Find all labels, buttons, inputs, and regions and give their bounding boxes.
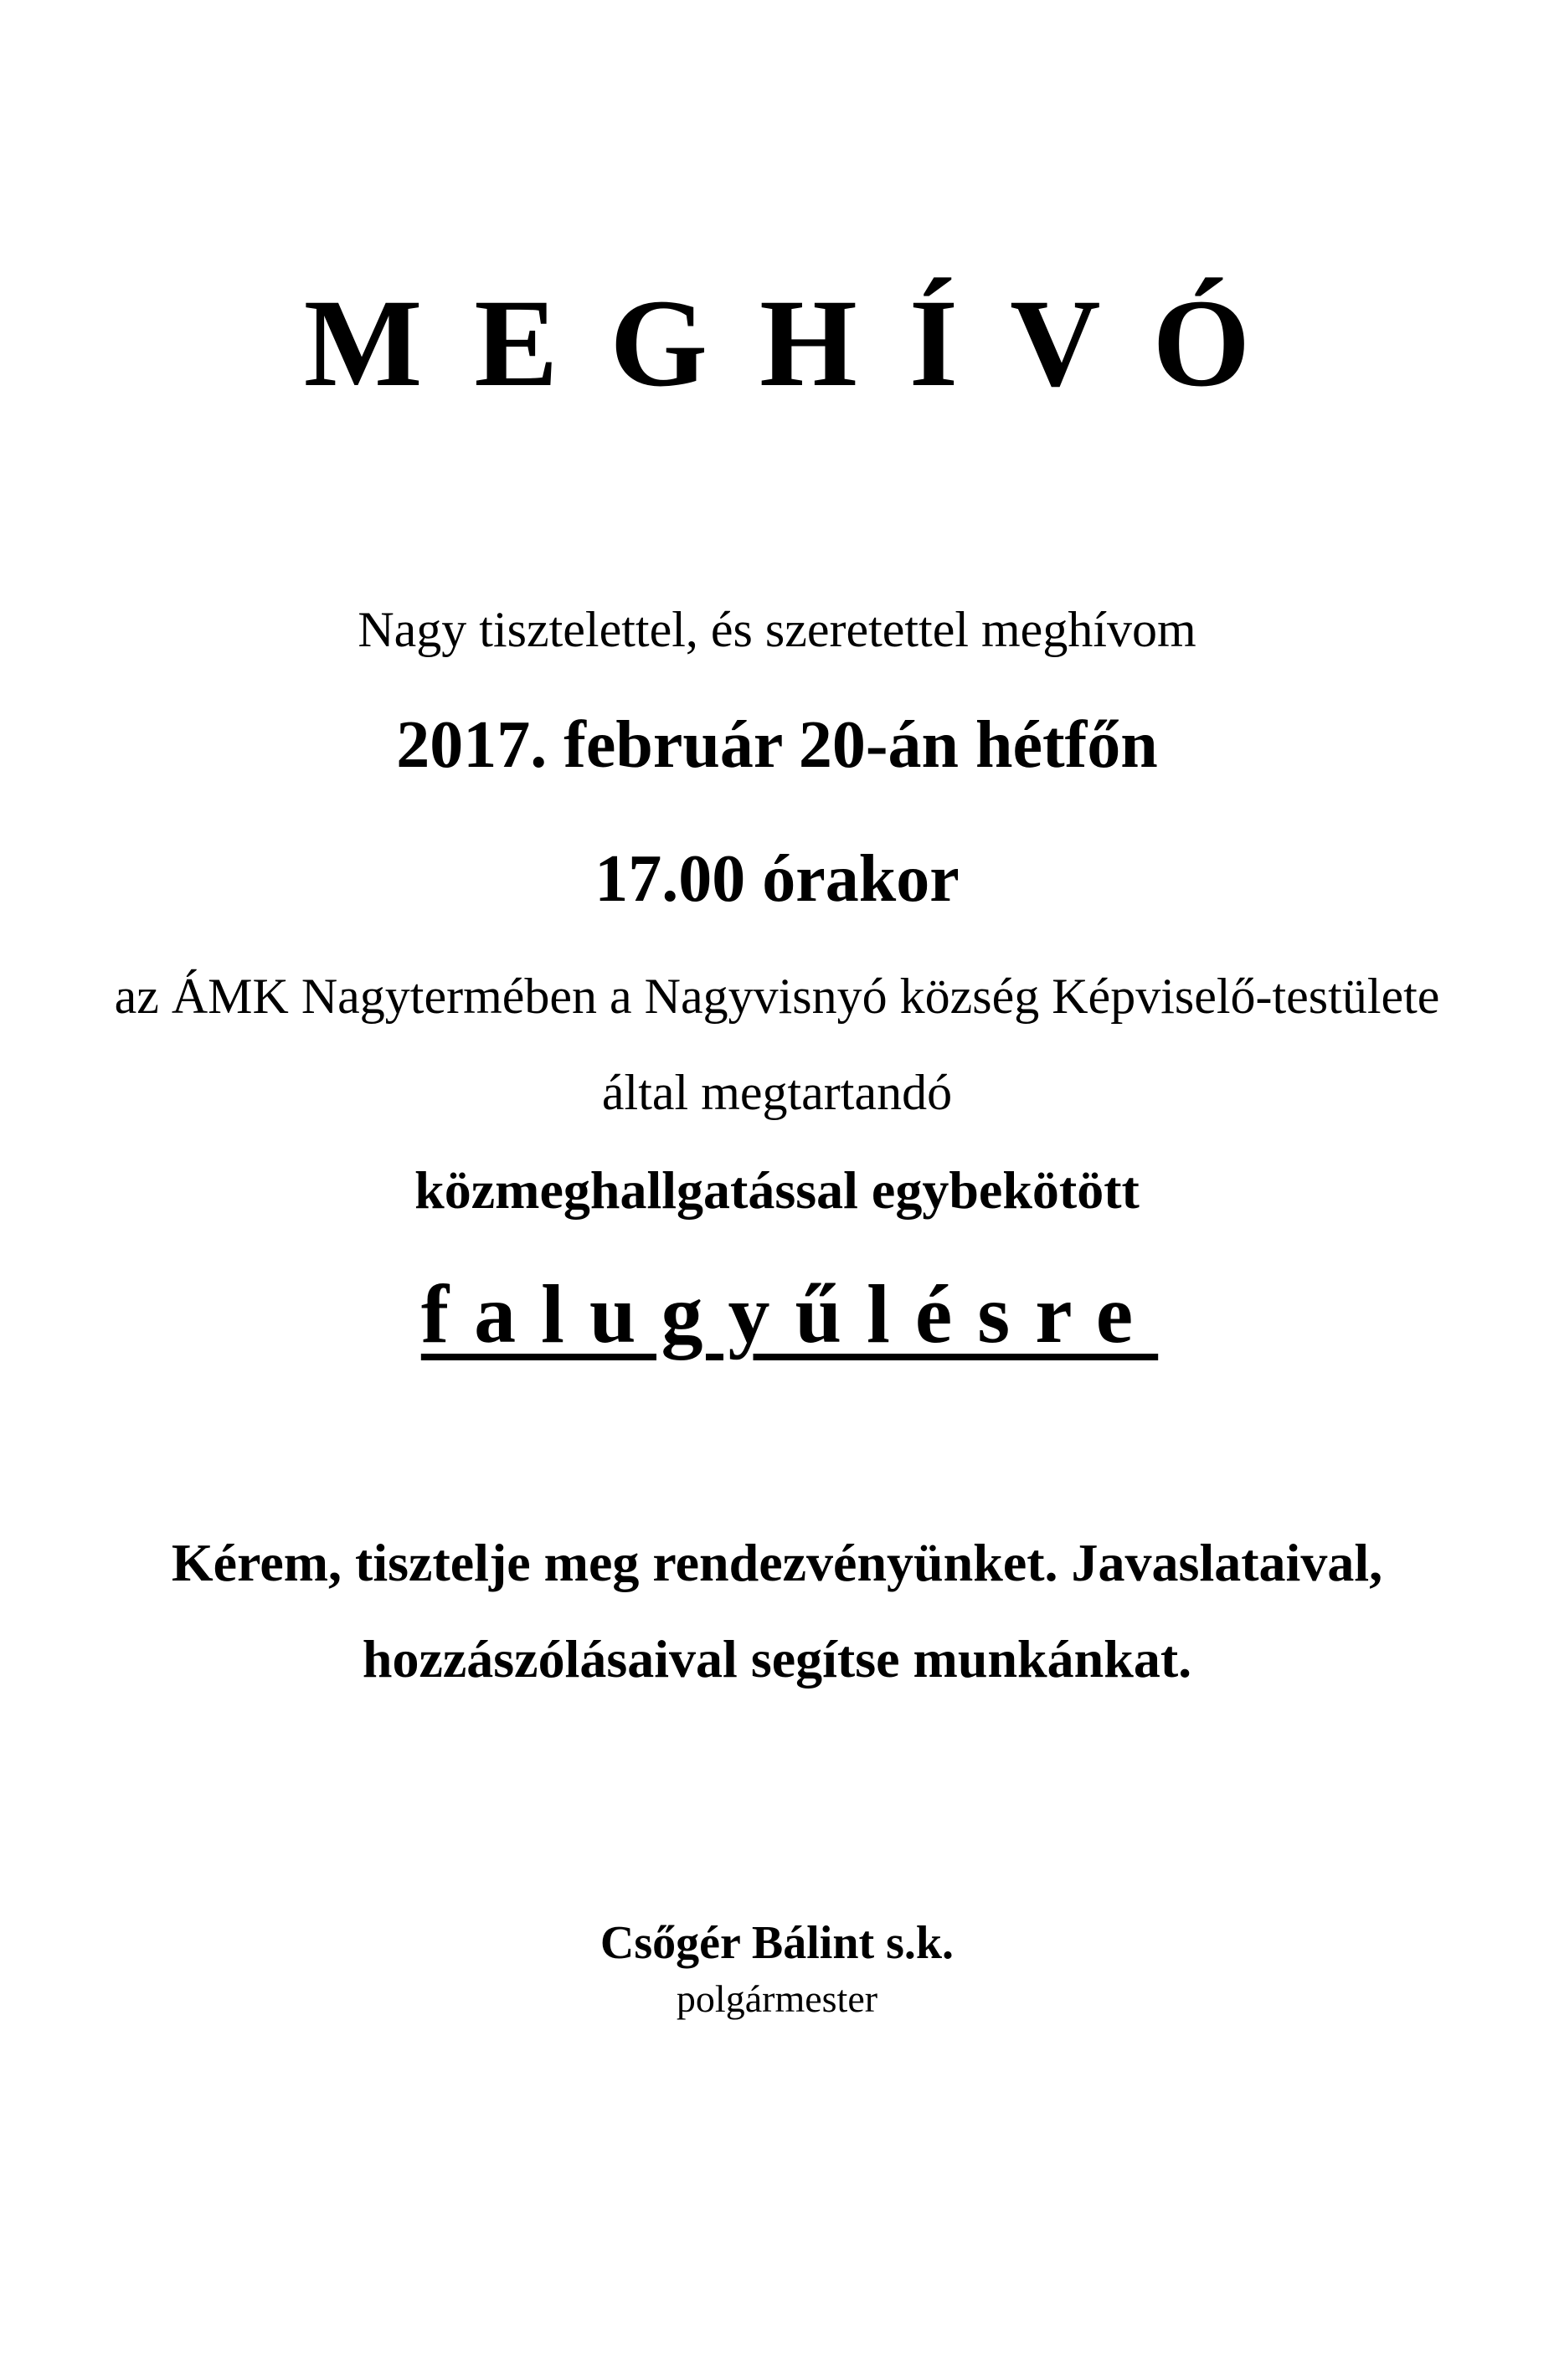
event-name-block [0,1267,1554,1360]
event-location-line1: az ÁMK Nagytermében a Nagyvisnyó község Képviselő-testülete [114,969,1440,1024]
meeting-type: közmeghallgatással egybekötött [414,1160,1140,1220]
event-date: 2017. február 20-án hétfőn [396,708,1158,782]
greeting-text: Nagy tisztelettel, és szeretettel meghívom [358,602,1196,657]
event-location-line2: által megtartandó [601,1065,953,1120]
event-name: falugyűlésre [420,1267,1159,1360]
request-line1: Kérem, tisztelje meg rendezvényünket. Javaslataival, [171,1533,1383,1592]
signer-role: polgármester [676,1977,878,2020]
invitation-title: MEGHÍVÓ [303,274,1303,413]
event-time: 17.00 órakor [594,842,960,916]
signer-name: Csőgér Bálint s.k. [599,1917,955,1969]
request-line2: hozzászólásaival segítse munkánkat. [362,1629,1192,1689]
